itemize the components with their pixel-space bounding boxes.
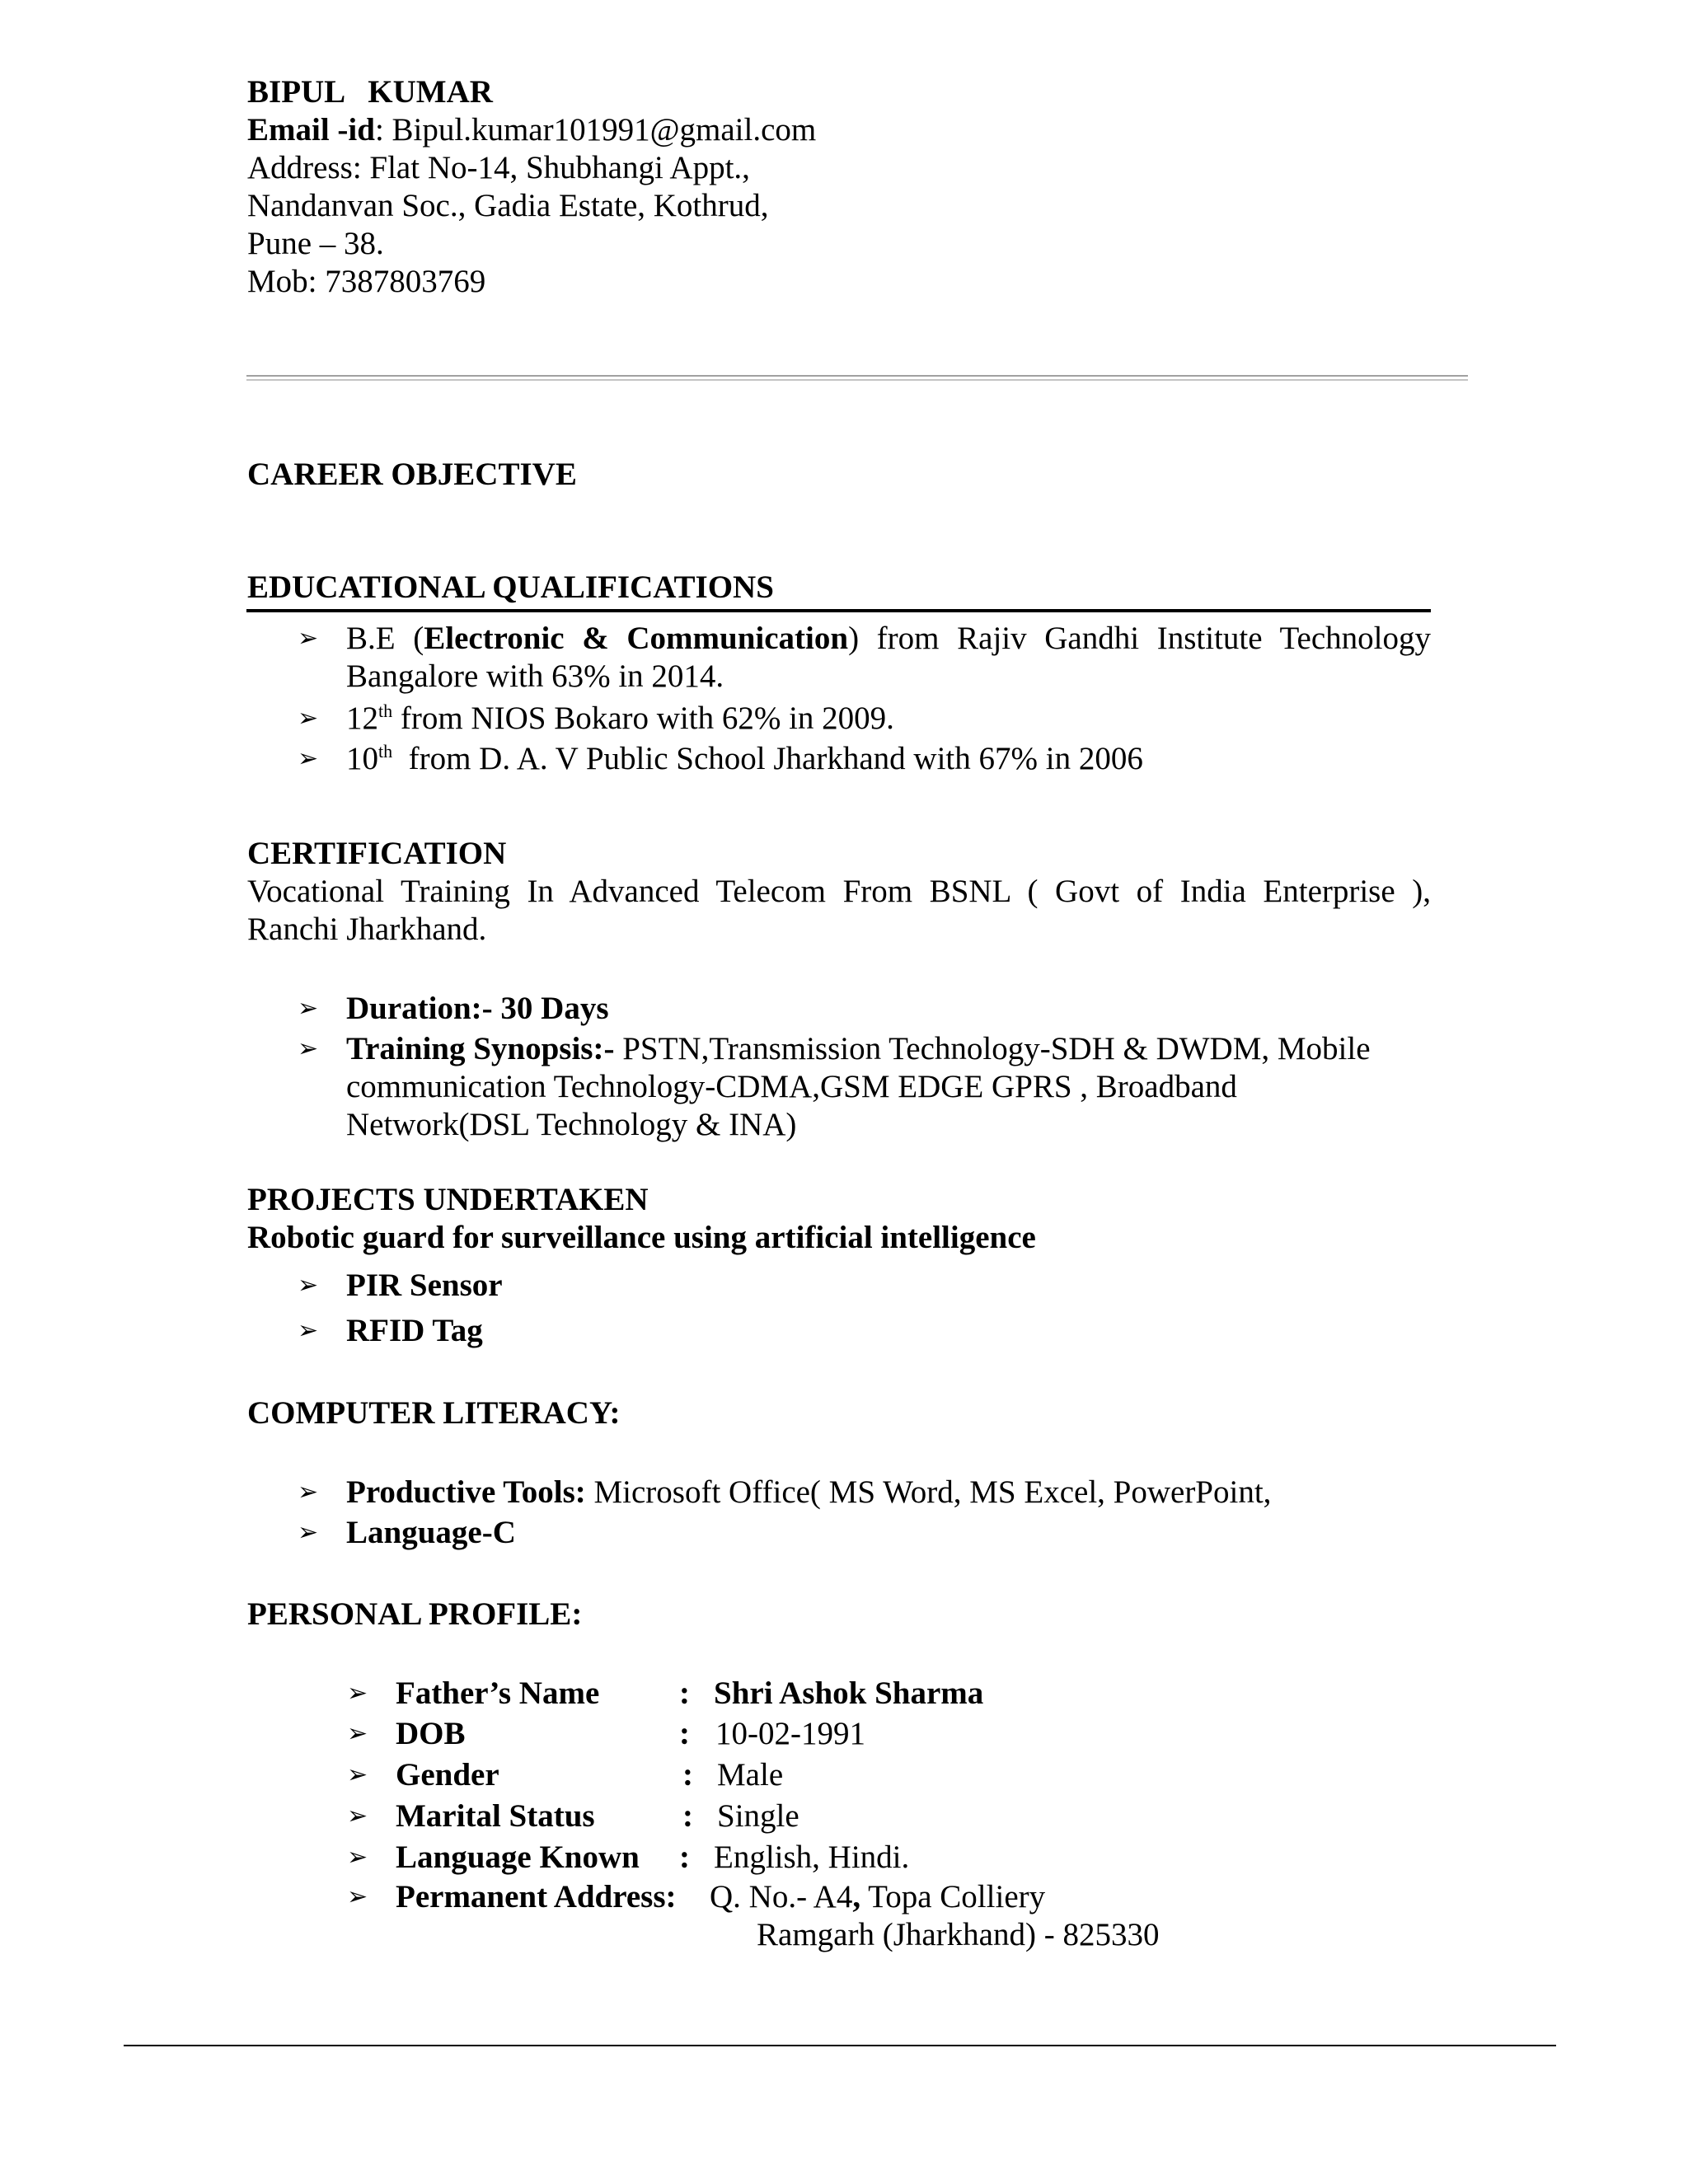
- address-line-2: Nandanvan Soc., Gadia Estate, Kothrud,: [247, 188, 769, 223]
- education-12th: [346, 700, 894, 738]
- bullet-arrow-icon: ➢: [347, 1680, 368, 1707]
- email-value: : Bipul.kumar101991@gmail.com: [374, 112, 817, 148]
- bullet-arrow-icon: ➢: [298, 1479, 319, 1506]
- bullet-arrow-icon: ➢: [298, 1519, 319, 1546]
- perm-comma: ,: [852, 1879, 861, 1915]
- project-item: PIR Sensor: [346, 1268, 503, 1303]
- profile-value: Single: [717, 1798, 799, 1834]
- certification-line2: Ranchi Jharkhand.: [247, 912, 487, 947]
- perm-place: Topa Colliery: [860, 1879, 1046, 1915]
- bullet-arrow-icon: ➢: [298, 1272, 319, 1299]
- footer-divider: [124, 2045, 1556, 2046]
- education-underline: [246, 609, 1431, 612]
- certification-duration: Duration:- 30 Days: [346, 991, 609, 1026]
- header-divider: [246, 375, 1468, 381]
- tenth-sup: th: [378, 741, 393, 762]
- synopsis-text: PSTN,Transmission Technology-SDH & DWDM, Mobile: [614, 1031, 1371, 1066]
- profile-colon: :: [679, 1840, 690, 1875]
- profile-value: Male: [717, 1757, 784, 1793]
- email-label: Email -id: [247, 112, 375, 148]
- profile-colon: :: [679, 1675, 690, 1711]
- certification-synopsis-line1: [346, 1030, 1371, 1068]
- programming-language: Language-C: [346, 1515, 516, 1550]
- permanent-address-label: Permanent Address:: [396, 1879, 677, 1915]
- email-line: [247, 111, 816, 149]
- profile-colon: :: [679, 1716, 690, 1751]
- education-be-line2: Bangalore with 63% in 2014.: [346, 658, 724, 694]
- twelfth-sup: th: [378, 701, 393, 721]
- be-prefix: B.E (: [346, 621, 424, 656]
- bullet-arrow-icon: ➢: [298, 625, 319, 652]
- address-line-3: Pune – 38.: [247, 226, 384, 261]
- education-be-line1: [346, 620, 1431, 658]
- bullet-arrow-icon: ➢: [298, 745, 319, 772]
- bullet-arrow-icon: ➢: [347, 1844, 368, 1871]
- profile-value: 10-02-1991: [715, 1716, 865, 1751]
- profile-colon: :: [682, 1798, 693, 1834]
- profile-value: Shri Ashok Sharma: [714, 1675, 984, 1711]
- projects-heading: PROJECTS UNDERTAKEN: [247, 1182, 649, 1217]
- productive-tools: [346, 1474, 1271, 1511]
- permanent-address-line1: [710, 1878, 1045, 1916]
- tenth-text: from D. A. V Public School Jharkhand with 67% in 2006: [392, 741, 1143, 776]
- tenth-num: 10: [346, 741, 378, 776]
- certification-synopsis-line3: Network(DSL Technology & INA): [346, 1107, 797, 1142]
- address-line-1: Address: Flat No-14, Shubhangi Appt.,: [247, 150, 750, 185]
- computer-literacy-heading: COMPUTER LITERACY:: [247, 1395, 621, 1431]
- certification-heading: CERTIFICATION: [247, 836, 507, 871]
- bullet-arrow-icon: ➢: [298, 995, 319, 1022]
- bullet-arrow-icon: ➢: [298, 1317, 319, 1344]
- permanent-address-line2: Ramgarh (Jharkhand) - 825330: [757, 1917, 1160, 1952]
- tools-value: Microsoft Office( MS Word, MS Excel, PowerPoint,: [585, 1474, 1272, 1510]
- education-10th: [346, 740, 1143, 778]
- personal-profile-heading: PERSONAL PROFILE:: [247, 1596, 583, 1632]
- career-objective-heading: CAREER OBJECTIVE: [247, 457, 577, 492]
- be-branch: Electronic & Communication: [424, 621, 849, 656]
- bullet-arrow-icon: ➢: [347, 1720, 368, 1747]
- certification-synopsis-line2: communication Technology-CDMA,GSM EDGE GPRS , Broadband: [346, 1069, 1237, 1104]
- mobile-line: Mob: 7387803769: [247, 264, 486, 299]
- perm-quarter: Q. No.- A4: [710, 1879, 853, 1915]
- profile-value: English, Hindi.: [714, 1840, 910, 1875]
- bullet-arrow-icon: ➢: [298, 1035, 319, 1062]
- certification-line1: Vocational Training In Advanced Telecom From BSNL ( Govt of India Enterprise ),: [247, 874, 1431, 909]
- contact-header: [247, 73, 816, 301]
- twelfth-num: 12: [346, 701, 378, 736]
- tools-label: Productive Tools:: [346, 1474, 586, 1510]
- bullet-arrow-icon: ➢: [298, 705, 319, 732]
- bullet-arrow-icon: ➢: [347, 1761, 368, 1788]
- bullet-arrow-icon: ➢: [347, 1802, 368, 1830]
- profile-label: Marital Status: [396, 1798, 595, 1834]
- twelfth-text: from NIOS Bokaro with 62% in 2009.: [392, 701, 894, 736]
- bullet-arrow-icon: ➢: [347, 1883, 368, 1910]
- profile-colon: :: [682, 1757, 693, 1793]
- education-heading: EDUCATIONAL QUALIFICATIONS: [247, 569, 774, 605]
- candidate-name: BIPUL KUMAR: [247, 74, 493, 110]
- profile-label: Gender: [396, 1757, 499, 1793]
- profile-label: Father’s Name: [396, 1675, 600, 1711]
- be-suffix: ) from Rajiv Gandhi Institute Technology: [848, 621, 1432, 656]
- project-title: Robotic guard for surveillance using artificial intelligence: [247, 1220, 1036, 1255]
- profile-label: DOB: [396, 1716, 466, 1751]
- profile-label: Language Known: [396, 1840, 640, 1875]
- project-item: RFID Tag: [346, 1313, 483, 1348]
- synopsis-label: Training Synopsis:-: [346, 1031, 615, 1066]
